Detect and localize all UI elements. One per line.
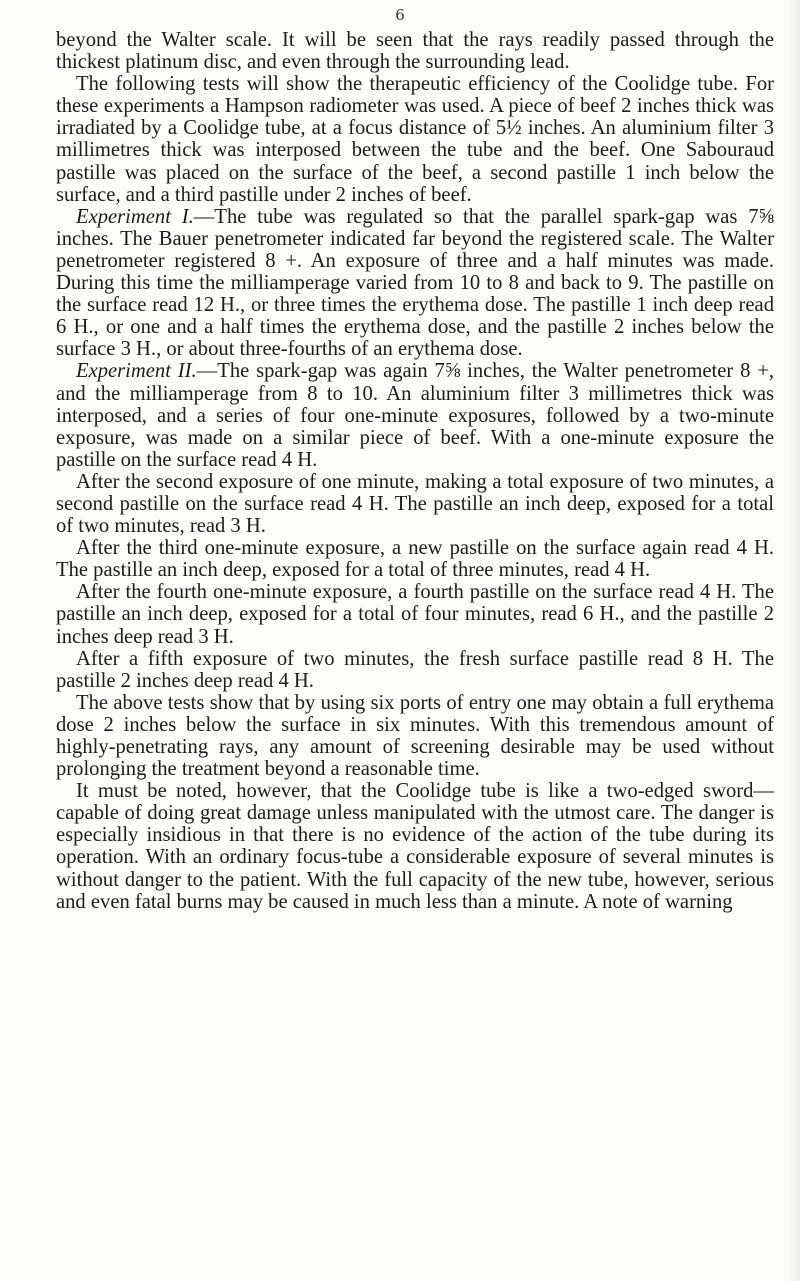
paragraph: The above tests show that by using six ports of entry one may obtain a full erythema dose 2 inches below the surface in six minutes. With this tremendous amount of highly-penetrating rays, any amount of screening desirable may be used without prolonging the treatment beyond a reasonable time. — [56, 691, 774, 781]
body-text — [56, 29, 774, 913]
experiment-heading: Experiment I. — [76, 205, 194, 228]
paragraph: After the second exposure of one minute, making a total exposure of two minutes, a second pastille on the surface read 4 H. The pastille an inch deep, exposed for a total of two minutes, read 3 H. — [56, 470, 774, 538]
paragraph-text: —The spark-gap was again 7⅝ inches, the Walter penetrometer 8 +, and the milliamperage from 8 to 10. An aluminium filter 3 millimetres thick was interposed, and a series of four one-minute exposures, followed by a two-minute exposure, was made on a similar piece of beef. With a one-minute exposure the pastille on the surface read 4 H. — [56, 360, 775, 471]
page-edge-shadow — [786, 0, 800, 1281]
paragraph-experiment-1 — [56, 206, 774, 361]
paragraph: beyond the Walter scale. It will be seen that the rays readily passed through the thickest platinum disc, and even through the surrounding lead. — [56, 29, 774, 74]
paragraph-text: —The tube was regulated so that the parallel spark-gap was 7⅝ inches. The Bauer penetrometer indicated far beyond the registered scale. The Walter penetrometer registered 8 +. An exposure of three and a half minutes was made. During this time the milliamperage varied from 10 to 8 and back to 9. The pastille on the surface read 12 H., or three times the erythema dose. The pastille 1 inch deep read 6 H., or one and a half times the erythema dose, and the pastille 2 inches below the surface 3 H., or about three-fourths of an erythema dose. — [56, 205, 774, 361]
paragraph: It must be noted, however, that the Coolidge tube is like a two-edged sword—capable of doing great damage unless manipulated with the utmost care. The danger is especially insidious in that there is no evidence of the action of the tube during its operation. With an ordinary focus-tube a considerable exposure of several minutes is without danger to the patient. With the full capacity of the new tube, however, serious and even fatal burns may be caused in much less than a minute. A note of warning — [56, 780, 774, 913]
page-number: 6 — [395, 6, 405, 24]
experiment-heading: Experiment II. — [76, 360, 197, 383]
paragraph-experiment-2 — [56, 360, 774, 470]
paragraph: After the fourth one-minute exposure, a fourth pastille on the surface read 4 H. The pastille an inch deep, exposed for a total of four minutes, read 6 H., and the pastille 2 inches deep read 3 H. — [56, 581, 774, 648]
paragraph: The following tests will show the therapeutic efficiency of the Coolidge tube. For these experiments a Hampson radiometer was used. A piece of beef 2 inches thick was irradiated by a Coolidge tube, at a focus distance of 5½ inches. An aluminium filter 3 millimetres thick was interposed between the tube and the beef. One Sabouraud pastille was placed on the surface of the beef, a second pastille 1 inch below the surface, and a third pastille under 2 inches of beef. — [56, 73, 774, 206]
paragraph: After the third one-minute exposure, a new pastille on the surface again read 4 H. The pastille an inch deep, exposed for a total of three minutes, read 4 H. — [56, 537, 774, 582]
paragraph: After a fifth exposure of two minutes, the fresh surface pastille read 8 H. The pastille 2 inches deep read 4 H. — [56, 647, 774, 692]
